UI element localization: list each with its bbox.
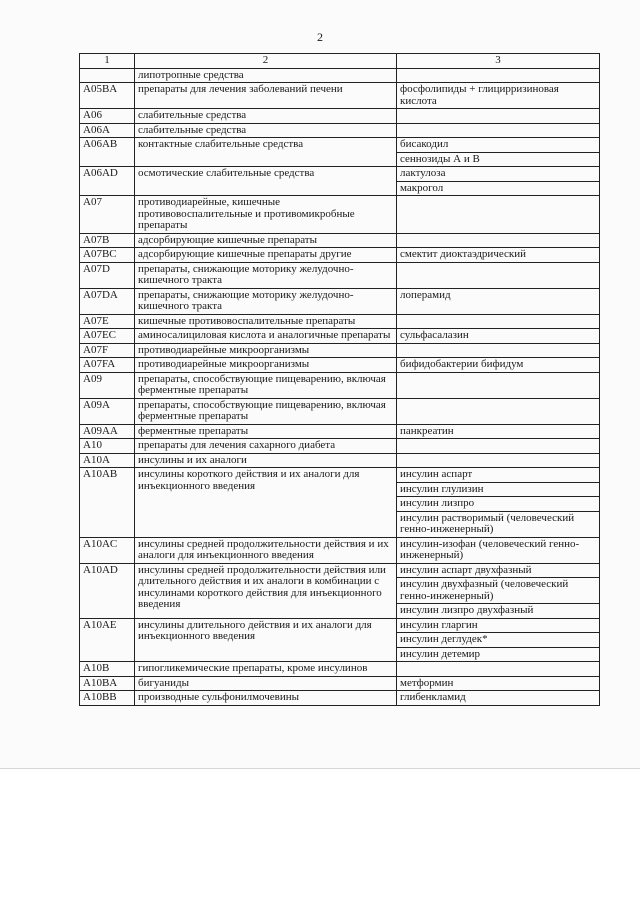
table-row (80, 343, 600, 358)
group-name-cell: липотропные средства (135, 68, 397, 83)
drug-name-cell: инсулин аспарт (397, 468, 600, 483)
drug-name-cell: инсулин детемир (397, 647, 600, 662)
group-name-cell: осмотические слабительные средства (135, 167, 397, 196)
table-row (80, 288, 600, 314)
drug-name-cell (397, 662, 600, 677)
group-name-cell: гипогликемические препараты, кроме инсулинов (135, 662, 397, 677)
atc-code-cell: A09 (80, 372, 135, 398)
atc-code-cell: A07D (80, 262, 135, 288)
group-name-cell: адсорбирующие кишечные препараты (135, 233, 397, 248)
group-name-cell: препараты, снижающие моторику желудочно-кишечного тракта (135, 262, 397, 288)
drug-name-cell: инсулин лизпро (397, 497, 600, 512)
atc-code-cell: A06A (80, 123, 135, 138)
group-name-cell: противодиарейные, кишечные противовоспалительные и противомикробные препараты (135, 196, 397, 234)
atc-code-cell: A10AC (80, 537, 135, 563)
table-row (80, 138, 600, 153)
drug-name-cell (397, 453, 600, 468)
atc-code-cell: A07BC (80, 248, 135, 263)
drug-name-cell: метформин (397, 676, 600, 691)
atc-code-cell: A10BB (80, 691, 135, 706)
table-row (80, 262, 600, 288)
atc-code-cell: A06AB (80, 138, 135, 167)
table-header-row (80, 54, 600, 69)
atc-code-cell: A10B (80, 662, 135, 677)
drug-name-cell: инсулин гларгин (397, 618, 600, 633)
table-row (80, 398, 600, 424)
table-row (80, 109, 600, 124)
group-name-cell: противодиарейные микроорганизмы (135, 343, 397, 358)
group-name-cell: препараты, способствующие пищеварению, включая ферментные препараты (135, 398, 397, 424)
drug-name-cell (397, 233, 600, 248)
group-name-cell: слабительные средства (135, 123, 397, 138)
column-header-name: 2 (135, 54, 397, 69)
table-row (80, 167, 600, 182)
atc-code-cell (80, 68, 135, 83)
drug-name-cell (397, 109, 600, 124)
page-number: 2 (317, 30, 323, 44)
drug-name-cell: фосфолипиды + глицирризиновая кислота (397, 83, 600, 109)
atc-code-cell: A09AA (80, 424, 135, 439)
group-name-cell: инсулины длительного действия и их аналоги для инъекционного введения (135, 618, 397, 662)
atc-code-cell: A06 (80, 109, 135, 124)
group-name-cell: производные сульфонилмочевины (135, 691, 397, 706)
table-row (80, 248, 600, 263)
atc-code-cell: A06AD (80, 167, 135, 196)
group-name-cell: препараты, снижающие моторику желудочно-кишечного тракта (135, 288, 397, 314)
group-name-cell: инсулины и их аналоги (135, 453, 397, 468)
drug-name-cell: макрогол (397, 181, 600, 196)
drug-name-cell: инсулин растворимый (человеческий генно-инженерный) (397, 511, 600, 537)
group-name-cell: препараты для лечения сахарного диабета (135, 439, 397, 454)
drug-name-cell: инсулин-изофан (человеческий генно-инженерный) (397, 537, 600, 563)
column-header-drugs: 3 (397, 54, 600, 69)
table-row (80, 662, 600, 677)
drug-name-cell: инсулин глулизин (397, 482, 600, 497)
atc-code-cell: A10A (80, 453, 135, 468)
atc-code-cell: A10AE (80, 618, 135, 662)
drug-name-cell: инсулин аспарт двухфазный (397, 563, 600, 578)
group-name-cell: инсулины средней продолжительности действия и их аналоги для инъекционного введения (135, 537, 397, 563)
atc-code-cell: A10BA (80, 676, 135, 691)
drug-name-cell (397, 398, 600, 424)
group-name-cell: адсорбирующие кишечные препараты другие (135, 248, 397, 263)
table-row (80, 68, 600, 83)
table-row (80, 314, 600, 329)
table-row (80, 123, 600, 138)
table-row (80, 439, 600, 454)
drug-name-cell: смектит диоктаэдрический (397, 248, 600, 263)
table-body (80, 68, 600, 705)
drug-name-cell: инсулин лизпро двухфазный (397, 604, 600, 619)
drug-name-cell (397, 262, 600, 288)
drug-name-cell: инсулин деглудек* (397, 633, 600, 648)
atc-code-cell: A10AD (80, 563, 135, 618)
drug-name-cell: бисакодил (397, 138, 600, 153)
group-name-cell: контактные слабительные средства (135, 138, 397, 167)
drug-name-cell (397, 123, 600, 138)
atc-code-cell: A07E (80, 314, 135, 329)
table-row (80, 468, 600, 483)
drug-name-cell: сеннозиды А и В (397, 152, 600, 167)
drug-name-cell: лоперамид (397, 288, 600, 314)
group-name-cell: противодиарейные микроорганизмы (135, 358, 397, 373)
atc-code-cell: A05BA (80, 83, 135, 109)
drug-name-cell (397, 314, 600, 329)
group-name-cell: ферментные препараты (135, 424, 397, 439)
atc-code-cell: A10 (80, 439, 135, 454)
atc-code-cell: A07F (80, 343, 135, 358)
group-name-cell: препараты для лечения заболеваний печени (135, 83, 397, 109)
drug-name-cell (397, 68, 600, 83)
group-name-cell: инсулины короткого действия и их аналоги для инъекционного введения (135, 468, 397, 538)
table-row (80, 358, 600, 373)
group-name-cell: аминосалициловая кислота и аналогичные препараты (135, 329, 397, 344)
table-row (80, 329, 600, 344)
drug-name-cell: сульфасалазин (397, 329, 600, 344)
group-name-cell: слабительные средства (135, 109, 397, 124)
table-row (80, 424, 600, 439)
atc-code-cell: A10AB (80, 468, 135, 538)
table-row (80, 83, 600, 109)
drug-name-cell: панкреатин (397, 424, 600, 439)
drug-name-cell (397, 372, 600, 398)
atc-code-cell: A07EC (80, 329, 135, 344)
atc-code-cell: A09A (80, 398, 135, 424)
group-name-cell: кишечные противовоспалительные препараты (135, 314, 397, 329)
drug-name-cell: бифидобактерии бифидум (397, 358, 600, 373)
drug-classification-table (79, 53, 600, 706)
drug-name-cell (397, 196, 600, 234)
drug-name-cell (397, 439, 600, 454)
group-name-cell: препараты, способствующие пищеварению, включая ферментные препараты (135, 372, 397, 398)
column-header-code: 1 (80, 54, 135, 69)
drug-name-cell: лактулоза (397, 167, 600, 182)
table-row (80, 691, 600, 706)
atc-code-cell: A07 (80, 196, 135, 234)
table-row (80, 196, 600, 234)
drug-name-cell: инсулин двухфазный (человеческий генно-инженерный) (397, 578, 600, 604)
table-row (80, 233, 600, 248)
atc-code-cell: A07B (80, 233, 135, 248)
table-row (80, 453, 600, 468)
atc-code-cell: A07FA (80, 358, 135, 373)
table-row (80, 676, 600, 691)
table-row (80, 563, 600, 578)
group-name-cell: инсулины средней продолжительности действия или длительного действия и их аналоги в комбинации с инсулинами короткого действия для инъекционного введения (135, 563, 397, 618)
drug-name-cell: глибенкламид (397, 691, 600, 706)
table-row (80, 537, 600, 563)
atc-code-cell: A07DA (80, 288, 135, 314)
drug-name-cell (397, 343, 600, 358)
group-name-cell: бигуаниды (135, 676, 397, 691)
table-row (80, 372, 600, 398)
table-row (80, 618, 600, 633)
